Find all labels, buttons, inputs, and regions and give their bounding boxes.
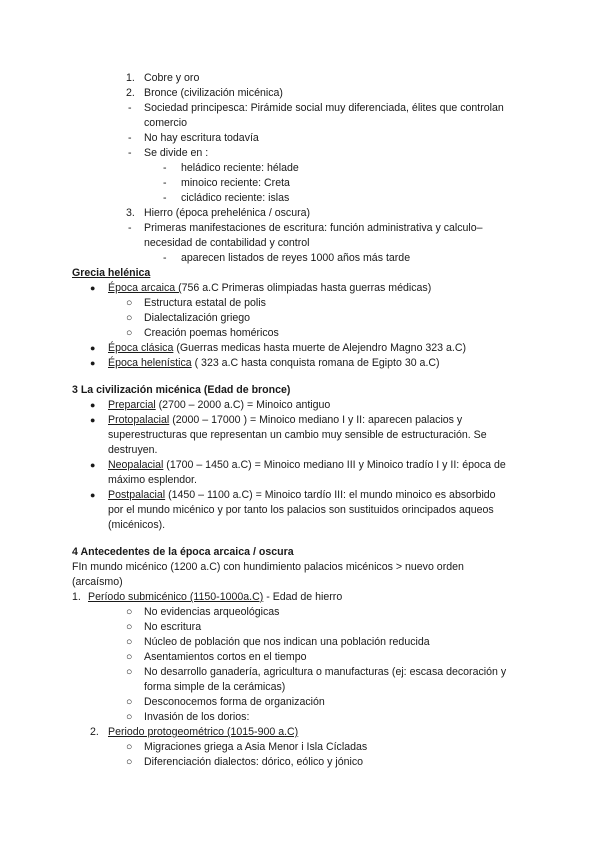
- dash-marker: -: [128, 102, 132, 114]
- list-item: Asentamientos cortos en el tiempo: [144, 651, 307, 663]
- bullet-icon: ●: [90, 490, 96, 500]
- term-description: (2000 – 17000 ) = Minoico mediano I y II: aparecen palacios y: [169, 414, 463, 426]
- list-item: [108, 458, 506, 472]
- circle-bullet-icon: ○: [126, 666, 133, 678]
- section-heading: Grecia helénica: [72, 267, 151, 279]
- list-item: Desconocemos forma de organización: [144, 696, 325, 708]
- list-item: Migraciones griega a Asia Menor i Isla Cícladas: [144, 741, 368, 753]
- list-item: aparecen listados de reyes 1000 años más tarde: [181, 252, 411, 264]
- list-item-continuation: superestructuras que representan un cambio muy sensible de estructuración. Se: [108, 429, 487, 441]
- list-item: [108, 398, 330, 412]
- term-description: 756 a.C Primeras olimpiadas hasta guerras médicas): [181, 282, 432, 294]
- circle-bullet-icon: ○: [126, 312, 133, 324]
- term-label: Época helenística: [108, 357, 192, 369]
- circle-bullet-icon: ○: [126, 636, 133, 648]
- list-item: Estructura estatal de polis: [144, 297, 266, 309]
- list-item: [108, 413, 462, 427]
- term-description: (1700 – 1450 a.C) = Minoico mediano III y Minoico tradío I y II: época de: [163, 459, 506, 471]
- list-item-continuation: necesidad de contabilidad y control: [144, 237, 310, 249]
- list-item-continuation: por el mundo micénico y por tanto los palacios son sustituidos orincipados aqueos: [108, 504, 494, 516]
- term-label: Período submicénico (1150-1000a.C): [88, 591, 264, 603]
- bullet-icon: ●: [90, 358, 96, 368]
- list-item: Invasión de los dorios:: [144, 711, 250, 723]
- list-item-continuation: comercio: [144, 117, 187, 129]
- term-description: (2700 – 2000 a.C) = Minoico antiguo: [155, 399, 331, 411]
- list-item: heládico reciente: hélade: [181, 162, 299, 174]
- list-item: Creación poemas homéricos: [144, 327, 279, 339]
- circle-bullet-icon: ○: [126, 297, 133, 309]
- circle-bullet-icon: ○: [126, 606, 133, 618]
- term-label: Postpalacial: [108, 489, 166, 501]
- circle-bullet-icon: ○: [126, 741, 133, 753]
- circle-bullet-icon: ○: [126, 327, 133, 339]
- list-number: 2.: [90, 726, 99, 738]
- list-item: [108, 356, 440, 370]
- dash-marker: -: [163, 192, 167, 204]
- list-item: cicládico reciente: islas: [181, 192, 290, 204]
- term-label: Protopalacial: [108, 414, 170, 426]
- list-item: No evidencias arqueológicas: [144, 606, 280, 618]
- list-item: Hierro (época prehelénica / oscura): [144, 207, 311, 219]
- term-label: Periodo protogeométrico (1015-900 a.C): [108, 726, 299, 738]
- list-item: Núcleo de población que nos indican una población reducida: [144, 636, 430, 648]
- dash-marker: -: [163, 177, 167, 189]
- bullet-icon: ●: [90, 283, 96, 293]
- dash-marker: -: [128, 132, 132, 144]
- bullet-icon: ●: [90, 343, 96, 353]
- list-item: Se divide en :: [144, 147, 209, 159]
- list-item-continuation: (micénicos).: [108, 519, 166, 531]
- bullet-icon: ●: [90, 415, 96, 425]
- list-item: Sociedad principesca: Pirámide social muy diferenciada, élites que controlan: [144, 102, 504, 114]
- list-item: No escritura: [144, 621, 202, 633]
- circle-bullet-icon: ○: [126, 621, 133, 633]
- list-item-continuation: destruyen.: [108, 444, 158, 456]
- circle-bullet-icon: ○: [126, 696, 133, 708]
- term-description: (1450 – 1100 a.C) = Minoico tardío III: el mundo minoico es absorbido: [165, 489, 496, 501]
- list-item: No hay escritura todavía: [144, 132, 259, 144]
- section-heading: 4 Antecedentes de la época arcaica / oscura: [72, 546, 294, 558]
- list-item: Cobre y oro: [144, 72, 200, 84]
- dash-marker: -: [163, 252, 167, 264]
- term-description: ( 323 a.C hasta conquista romana de Egipto 30 a.C): [191, 357, 440, 369]
- list-item: Primeras manifestaciones de escritura: función administrativa y calculo–: [144, 222, 483, 234]
- list-item: No desarrollo ganadería, agricultura o manufacturas (ej: escasa decoración y: [144, 666, 507, 678]
- term-description: (Guerras medicas hasta muerte de Alejendro Magno 323 a.C): [173, 342, 467, 354]
- term-description: - Edad de hierro: [263, 591, 343, 603]
- term-label: Preparcial: [108, 399, 156, 411]
- term-label: Neopalacial: [108, 459, 164, 471]
- list-number: 3.: [126, 207, 135, 219]
- list-item: [108, 341, 466, 355]
- paragraph-line: (arcaísmo): [72, 576, 123, 588]
- list-item: [88, 590, 342, 604]
- circle-bullet-icon: ○: [126, 651, 133, 663]
- list-number: 1.: [72, 591, 81, 603]
- section-heading: 3 La civilización micénica (Edad de bronce): [72, 384, 291, 396]
- dash-marker: -: [128, 147, 132, 159]
- list-number: 2.: [126, 87, 135, 99]
- bullet-icon: ●: [90, 460, 96, 470]
- term-label: Época clásica: [108, 342, 174, 354]
- list-item: [108, 281, 431, 295]
- list-item-continuation: máximo esplendor.: [108, 474, 197, 486]
- paragraph-line: FIn mundo micénico (1200 a.C) con hundimiento palacios micénicos > nuevo orden: [72, 561, 464, 573]
- circle-bullet-icon: ○: [126, 711, 133, 723]
- term-label: Época arcaica (: [108, 282, 182, 294]
- list-item: Dialectalización griego: [144, 312, 250, 324]
- bullet-icon: ●: [90, 400, 96, 410]
- list-item: [108, 488, 496, 502]
- list-number: 1.: [126, 72, 135, 84]
- list-item-continuation: forma simple de la cerámicas): [144, 681, 286, 693]
- list-item: minoico reciente: Creta: [181, 177, 290, 189]
- list-item: Bronce (civilización micénica): [144, 87, 283, 99]
- dash-marker: -: [128, 222, 132, 234]
- list-item: Diferenciación dialectos: dórico, eólico y jónico: [144, 756, 364, 768]
- dash-marker: -: [163, 162, 167, 174]
- circle-bullet-icon: ○: [126, 756, 133, 768]
